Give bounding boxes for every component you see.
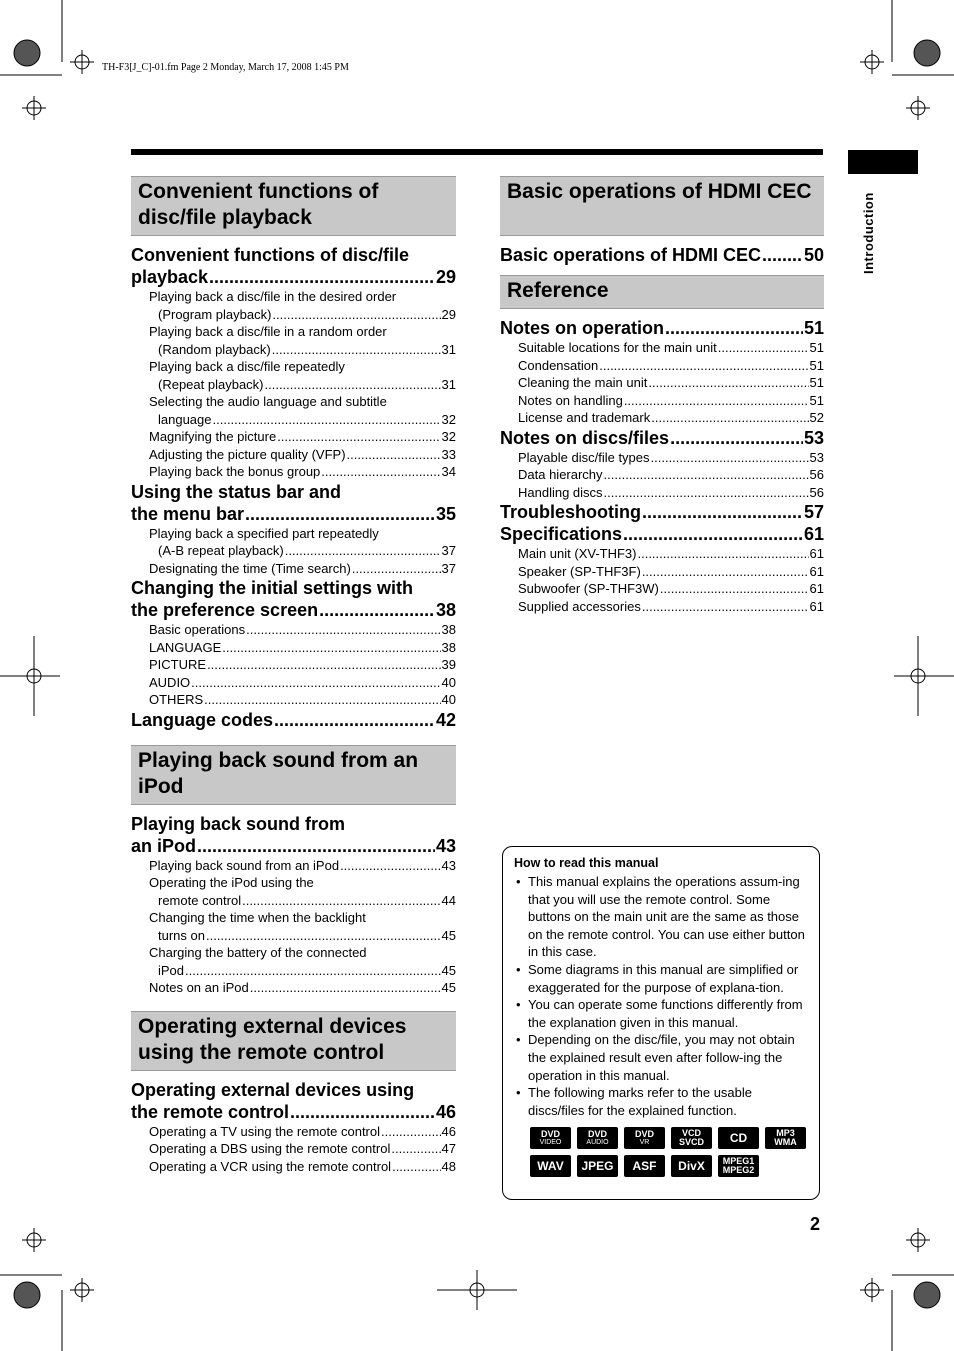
dot-leader: [209, 266, 435, 288]
disc-mark-top: WAV: [537, 1159, 564, 1174]
toc-entry-line: Convenient functions of disc/file: [131, 245, 410, 265]
toc-page-number: 38: [441, 622, 456, 637]
section-spacer: [500, 266, 824, 275]
toc-page-number: 44: [441, 892, 456, 908]
toc-entry[interactable]: [500, 244, 824, 266]
toc-entry-title: Basic operations of HDMI CEC: [500, 245, 762, 265]
toc-subentry[interactable]: [131, 857, 456, 875]
toc-subentry[interactable]: [500, 392, 824, 410]
dot-leader: [191, 674, 440, 692]
heading-gap: [500, 236, 824, 244]
heading-gap: [131, 236, 456, 244]
toc-page-number: 52: [809, 410, 824, 425]
toc-page-number: 38: [441, 639, 456, 655]
toc-page-number: 51: [809, 375, 824, 390]
toc-entry-title: Specifications: [500, 524, 623, 544]
toc-subentry[interactable]: [131, 1158, 456, 1176]
toc-page-number: 53: [809, 449, 824, 465]
toc-subentry-line: Operating the iPod using the: [149, 875, 314, 890]
heading-gap: [131, 805, 456, 813]
disc-mark-bottom: MPEG2: [722, 1165, 755, 1176]
dot-leader: [272, 306, 440, 324]
toc-entry-title: Playing back the bonus group: [149, 464, 321, 479]
toc-entry-title: (Repeat playback): [158, 376, 264, 392]
toc-entry-title: Notes on handling: [518, 392, 623, 408]
toc-entry-title: Notes on operation: [500, 318, 665, 338]
toc-page-number: 47: [441, 1141, 456, 1156]
toc-page-number: 51: [809, 392, 824, 408]
toc-entry-title: Language codes: [131, 709, 274, 730]
toc-subentry[interactable]: [131, 560, 456, 578]
toc-page-number: 46: [435, 1101, 456, 1122]
toc-entry[interactable]: [131, 1101, 456, 1123]
dot-leader: [381, 1123, 441, 1141]
section-heading: Reference: [500, 275, 824, 309]
toc-subentry-line: Changing the time when the backlight: [149, 910, 366, 925]
toc-entry-line: Using the status bar and: [131, 481, 342, 502]
dot-leader: [265, 376, 441, 394]
dot-leader: [651, 409, 808, 427]
toc-entry-title: AUDIO: [149, 674, 191, 690]
dot-leader: [660, 580, 809, 598]
toc-right-column: [500, 176, 824, 615]
toc-page-number: 61: [809, 546, 824, 561]
toc-entry[interactable]: [500, 501, 824, 523]
toc-page-number: 45: [441, 980, 456, 995]
toc-page-number: 61: [809, 563, 824, 579]
toc-page-number: 50: [803, 245, 824, 265]
toc-page-number: 40: [441, 692, 456, 707]
toc-page-number: 56: [809, 467, 824, 482]
toc-entry-title: Data hierarchy: [518, 467, 603, 482]
toc-page-number: 31: [441, 376, 456, 392]
dot-leader: [245, 503, 435, 525]
toc-subentry[interactable]: [500, 449, 824, 467]
disc-mark-icon: [530, 1127, 571, 1149]
toc-entry[interactable]: [131, 503, 456, 525]
how-to-read-item: • You can operate some functions differently from the explanation given in this manual.: [514, 996, 809, 1031]
disc-mark-bottom: WMA: [774, 1137, 797, 1148]
toc-entry-title: Main unit (XV-THF3): [518, 546, 637, 561]
toc-page-number: 38: [435, 600, 456, 620]
toc-entry-line: Operating external devices using: [131, 1079, 415, 1100]
toc-entry-title: Playable disc/file types: [518, 449, 650, 465]
how-to-read-list: [514, 873, 809, 1119]
dot-leader: [272, 341, 441, 359]
dot-leader: [604, 466, 809, 484]
dot-leader: [274, 709, 435, 731]
toc-entry-title: (Random playback): [158, 341, 271, 357]
dot-leader: [637, 545, 808, 563]
toc-entry-title: Supplied accessories: [518, 598, 641, 614]
toc-subentry[interactable]: [131, 892, 456, 910]
dot-leader: [277, 428, 440, 446]
section-heading: Playing back sound from an iPod: [131, 745, 456, 805]
disc-mark-top: DivX: [678, 1159, 705, 1174]
toc-entry-title: Magnifying the picture: [149, 429, 277, 444]
dot-leader: [290, 1101, 435, 1123]
toc-entry[interactable]: [131, 709, 456, 731]
toc-page-number: 39: [441, 657, 456, 672]
toc-entry-title: Condensation: [518, 357, 599, 373]
toc-page-number: 51: [809, 340, 824, 355]
disc-mark-top: MPEG1: [722, 1156, 755, 1167]
toc-entry-title: Speaker (SP-THF3F): [518, 563, 641, 579]
dot-leader: [285, 542, 441, 560]
toc-subentry[interactable]: [500, 357, 824, 375]
toc-entry-title: Adjusting the picture quality (VFP): [149, 446, 346, 462]
toc-subentry[interactable]: [131, 341, 456, 359]
toc-page-number: 57: [803, 502, 824, 522]
toc-page-number: 46: [441, 1123, 456, 1139]
toc-page-number: 48: [441, 1158, 456, 1174]
dot-leader: [347, 446, 441, 464]
disc-mark-icon: [671, 1155, 712, 1177]
toc-entry-title: Handling discs: [518, 484, 603, 500]
toc-entry-title: iPod: [158, 962, 185, 978]
toc-subentry[interactable]: [131, 639, 456, 657]
toc-entry[interactable]: [131, 599, 456, 621]
toc-subentry-line: Charging the battery of the connected: [149, 945, 367, 960]
disc-mark-bottom: SVCD: [678, 1137, 704, 1148]
dot-leader: [642, 563, 809, 581]
toc-subentry-line: Playing back a disc/file repeatedly: [149, 359, 345, 374]
toc-subentry[interactable]: [131, 411, 456, 429]
toc-page-number: 34: [441, 464, 456, 479]
toc-page-number: 32: [441, 411, 456, 427]
toc-subentry[interactable]: [131, 1123, 456, 1141]
toc-subentry[interactable]: [500, 339, 824, 357]
toc-page-number: 61: [809, 598, 824, 614]
toc-entry-title: License and trademark: [518, 410, 651, 425]
toc-entry-title: Designating the time (Time search): [149, 560, 351, 576]
dot-leader: [352, 560, 441, 578]
toc-entry-title: Basic operations: [149, 622, 246, 637]
toc-page-number: 42: [435, 709, 456, 730]
disc-type-marks: [514, 1127, 810, 1177]
toc-entry-line: Playing back sound from: [131, 813, 346, 834]
toc-subentry[interactable]: [131, 656, 456, 674]
how-to-read-item: • Depending on the disc/file, you may not obtain the explained result even after follow-ing the operation in this manual.: [514, 1031, 809, 1084]
toc-page-number: 43: [441, 857, 456, 873]
disc-mark-icon: [671, 1127, 712, 1149]
toc-page-number: 43: [435, 835, 456, 856]
toc-page-number: 56: [809, 484, 824, 500]
disc-mark-icon: [718, 1127, 759, 1149]
toc-entry-title: Subwoofer (SP-THF3W): [518, 581, 659, 596]
toc-entry-line: Changing the initial settings with: [131, 578, 413, 598]
toc-left-column: [131, 176, 456, 1175]
dot-leader: [222, 639, 440, 657]
section-heading: Convenient functions of disc/file playback: [131, 176, 456, 236]
toc-entry-title: remote control: [158, 892, 242, 908]
toc-subentry[interactable]: [131, 446, 456, 464]
dot-leader: [242, 892, 440, 910]
dot-leader: [392, 1158, 440, 1176]
dot-leader: [599, 357, 808, 375]
toc-page-number: 35: [435, 503, 456, 524]
toc-entry-title: Notes on discs/files: [500, 427, 670, 448]
disc-mark-top: MP3: [776, 1128, 795, 1139]
dot-leader: [642, 598, 809, 616]
how-to-read-item: • Some diagrams in this manual are simplified or exaggerated for the purpose of explana-tion.: [514, 961, 809, 996]
toc-subentry[interactable]: [131, 927, 456, 945]
disc-mark-icon: [530, 1155, 571, 1177]
toc-entry[interactable]: [131, 835, 456, 857]
disc-mark-icon: [765, 1127, 806, 1149]
disc-mark-top: DVD: [540, 1128, 560, 1139]
toc-page-number: 29: [441, 306, 456, 322]
toc-page-number: 32: [441, 429, 456, 444]
side-label-text: Introduction: [861, 192, 876, 274]
dot-leader: [207, 656, 440, 674]
toc-subentry[interactable]: [131, 621, 456, 639]
toc-entry-title: the menu bar: [131, 503, 245, 524]
dot-leader: [197, 835, 435, 857]
toc-page-number: 37: [441, 543, 456, 558]
dot-leader: [206, 927, 441, 945]
dot-leader: [604, 484, 809, 502]
dot-leader: [391, 1140, 440, 1158]
toc-subentry[interactable]: [131, 962, 456, 980]
how-to-read-item: • The following marks refer to the usable discs/files for the explained function.: [514, 1084, 809, 1119]
toc-subentry[interactable]: [500, 545, 824, 563]
disc-mark-bottom: AUDIO: [586, 1138, 609, 1146]
toc-entry-title: Operating a TV using the remote control: [149, 1123, 380, 1139]
toc-subentry[interactable]: [500, 409, 824, 427]
toc-entry-title: Cleaning the main unit: [518, 375, 648, 390]
toc-subentry[interactable]: [131, 542, 456, 560]
toc-subentry-line: Playing back a disc/file in a random order: [149, 324, 387, 339]
toc-page-number: 33: [441, 446, 456, 462]
toc-subentry[interactable]: [131, 463, 456, 481]
toc-subentry[interactable]: [131, 306, 456, 324]
toc-entry-title: the preference screen: [131, 600, 319, 620]
toc-page-number: 51: [803, 318, 824, 338]
file-header-meta: TH-F3[J_C]-01.fm Page 2 Monday, March 17, 2008 1:45 PM: [102, 62, 349, 73]
disc-mark-top: ASF: [632, 1159, 657, 1174]
toc-entry[interactable]: [500, 427, 824, 449]
toc-page-number: 31: [441, 341, 456, 357]
dot-leader: [718, 339, 809, 357]
dot-leader: [624, 392, 809, 410]
disc-mark-bottom: VR: [639, 1138, 650, 1146]
how-to-read-box: [502, 846, 820, 1200]
dot-leader: [648, 374, 808, 392]
toc-subentry[interactable]: [131, 691, 456, 709]
disc-mark-top: CD: [729, 1131, 748, 1146]
toc-entry-title: Suitable locations for the main unit: [518, 340, 717, 355]
toc-entry-title: (A-B repeat playback): [158, 543, 284, 558]
toc-subentry[interactable]: [131, 674, 456, 692]
how-to-read-title: How to read this manual: [514, 856, 659, 870]
section-side-label: [861, 178, 881, 278]
dot-leader: [204, 691, 440, 709]
toc-entry-title: turns on: [158, 927, 205, 943]
toc-page-number: 45: [441, 927, 456, 943]
toc-subentry[interactable]: [131, 428, 456, 446]
toc-entry-title: playback: [131, 267, 209, 287]
page-number: 2: [810, 1214, 821, 1234]
toc-entry-title: LANGUAGE: [149, 639, 222, 655]
toc-subentry[interactable]: [500, 466, 824, 484]
toc-page-number: 29: [435, 267, 456, 287]
section-heading: Operating external devices using the remote control: [131, 1011, 456, 1071]
toc-entry[interactable]: [500, 317, 824, 339]
section-heading: Basic operations of HDMI CEC: [500, 176, 824, 236]
toc-subentry[interactable]: [500, 484, 824, 502]
section-spacer: [131, 731, 456, 745]
toc-entry-title: language: [158, 411, 212, 427]
toc-subentry-line: Playing back a disc/file in the desired order: [149, 289, 397, 304]
dot-leader: [762, 244, 803, 266]
toc-page-number: 45: [441, 962, 456, 978]
toc-entry[interactable]: [500, 523, 824, 545]
disc-mark-icon: [624, 1127, 665, 1149]
toc-subentry[interactable]: [500, 598, 824, 616]
toc-subentry[interactable]: [131, 1140, 456, 1158]
dot-leader: [670, 427, 803, 449]
dot-leader: [651, 449, 809, 467]
disc-mark-top: JPEG: [581, 1159, 614, 1174]
toc-page-number: 51: [809, 357, 824, 373]
toc-page-number: 53: [803, 427, 824, 448]
dot-leader: [665, 317, 803, 339]
dot-leader: [321, 463, 440, 481]
dot-leader: [623, 523, 803, 545]
disc-mark-top: VCD: [681, 1128, 701, 1139]
toc-entry-title: Operating a VCR using the remote control: [149, 1158, 392, 1174]
toc-entry-title: Notes on an iPod: [149, 980, 249, 995]
toc-page-number: 61: [809, 581, 824, 596]
dot-leader: [185, 962, 441, 980]
toc-entry-title: PICTURE: [149, 657, 207, 672]
heading-gap: [500, 309, 824, 317]
disc-mark-icon: [624, 1155, 665, 1177]
toc-subentry-line: Selecting the audio language and subtitle: [149, 394, 387, 409]
toc-page-number: 61: [803, 524, 824, 544]
disc-mark-top: DVD: [634, 1128, 654, 1139]
toc-entry-title: Operating a DBS using the remote control: [149, 1141, 391, 1156]
disc-mark-icon: [577, 1155, 618, 1177]
disc-mark-icon: [718, 1155, 759, 1177]
toc-entry-title: OTHERS: [149, 692, 204, 707]
disc-mark-top: DVD: [587, 1128, 607, 1139]
dot-leader: [213, 411, 441, 429]
dot-leader: [319, 599, 435, 621]
dot-leader: [340, 857, 440, 875]
heading-gap: [131, 1071, 456, 1079]
section-tab-marker: [848, 150, 918, 174]
toc-entry-title: Troubleshooting: [500, 502, 641, 522]
toc-entry-title: Playing back sound from an iPod: [149, 857, 340, 873]
toc-entry-title: (Program playback): [158, 306, 272, 322]
toc-page-number: 40: [441, 674, 456, 690]
disc-mark-icon: [577, 1127, 618, 1149]
dot-leader: [642, 501, 803, 523]
how-to-read-item: • This manual explains the operations assum-ing that you will use the remote control. Some buttons on the main unit are the same as those on the remote control. You can use either button in this case.: [514, 873, 809, 961]
toc-page-number: 37: [441, 560, 456, 576]
toc-subentry-line: Playing back a specified part repeatedly: [149, 525, 379, 541]
toc-subentry[interactable]: [500, 374, 824, 392]
toc-entry[interactable]: [131, 266, 456, 288]
disc-mark-bottom: VIDEO: [539, 1138, 562, 1146]
top-rule: [131, 149, 823, 155]
section-spacer: [131, 997, 456, 1011]
toc-subentry[interactable]: [131, 376, 456, 394]
toc-entry-title: an iPod: [131, 835, 197, 856]
toc-subentry[interactable]: [131, 979, 456, 997]
toc-subentry[interactable]: [500, 563, 824, 581]
dot-leader: [246, 621, 440, 639]
toc-subentry[interactable]: [500, 580, 824, 598]
dot-leader: [250, 979, 441, 997]
toc-entry-title: the remote control: [131, 1101, 290, 1122]
